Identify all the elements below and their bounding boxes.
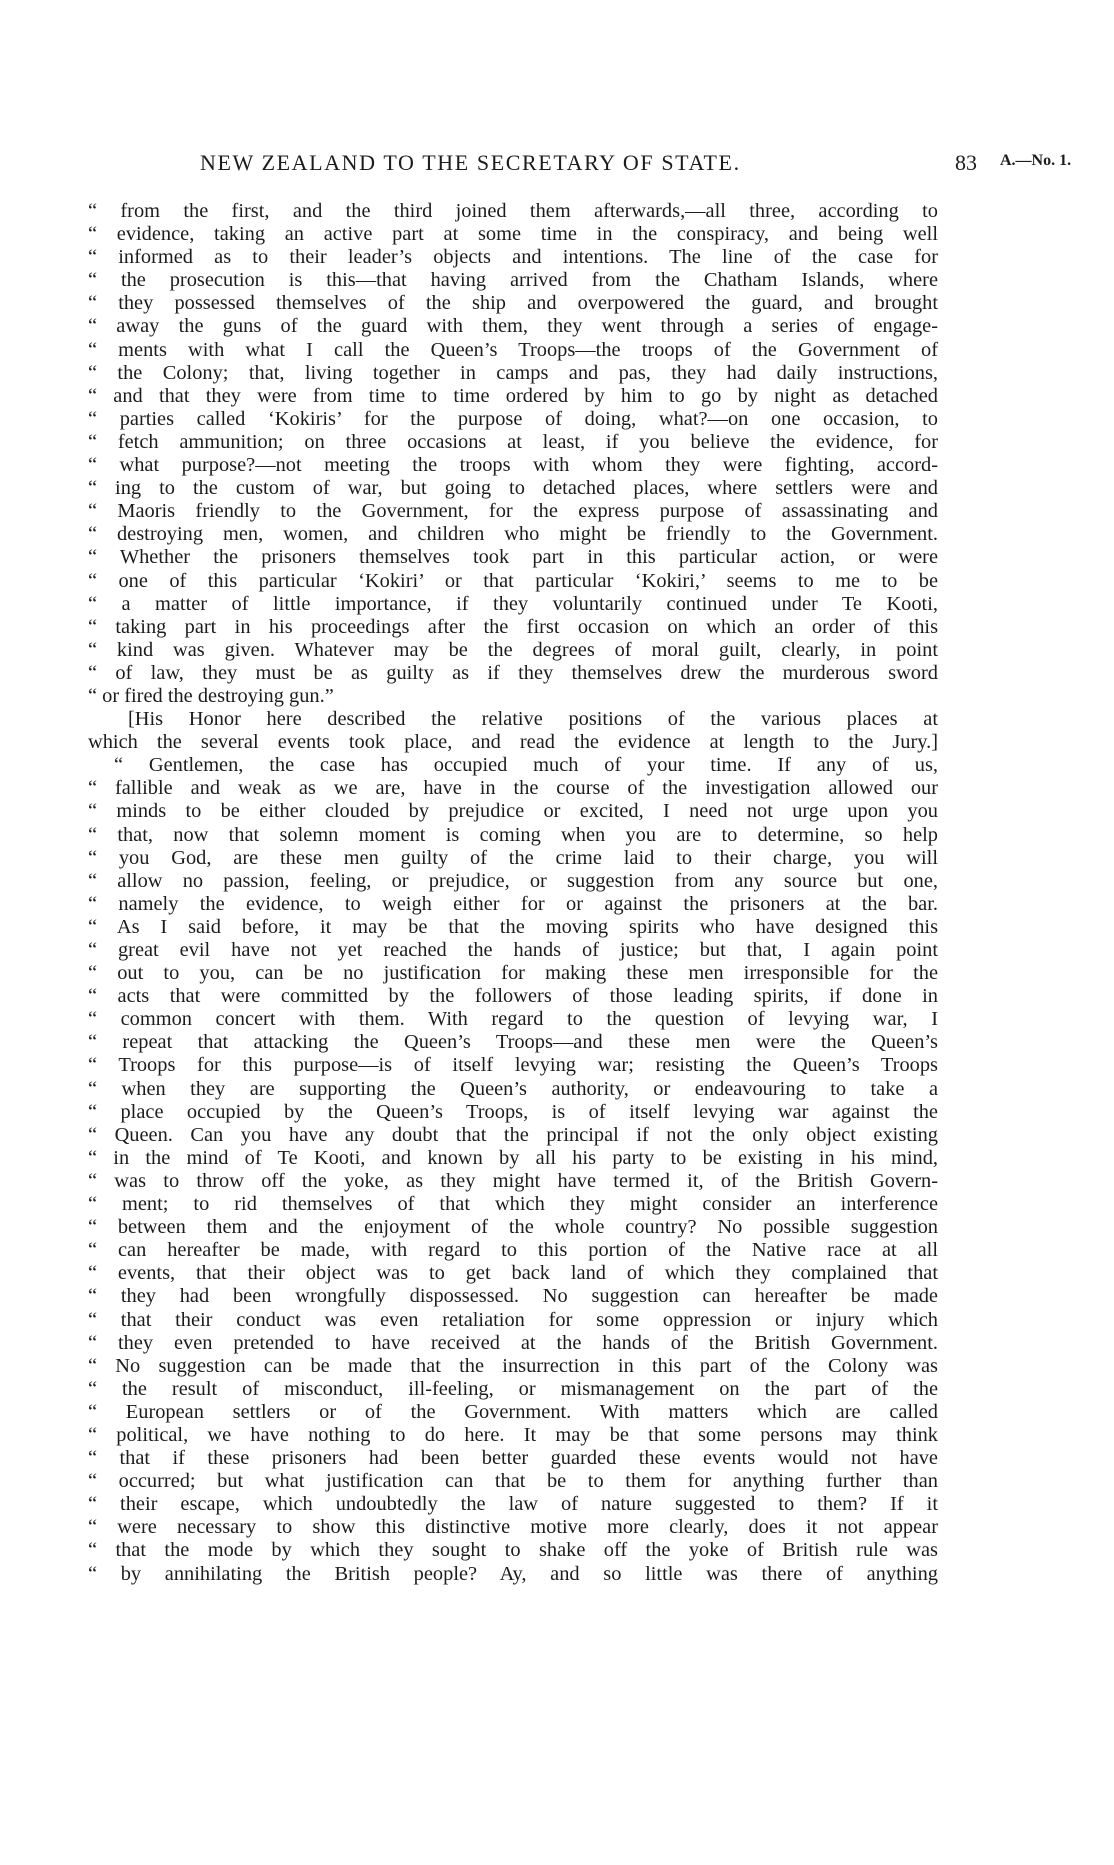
text-line: “ of law, they must be as guilty as if they themselves drew the murderous sword — [88, 661, 938, 684]
text-line: “ Queen. Can you have any doubt that the principal if not the only object existing — [88, 1123, 938, 1146]
text-line: “ No suggestion can be made that the insurrection in this part of the Colony was — [88, 1354, 938, 1377]
text-line: “ that their conduct was even retaliation for some oppression or injury which — [88, 1308, 938, 1331]
text-line: “ that if these prisoners had been better guarded these events would not have — [88, 1447, 938, 1470]
text-line: “ Troops for this purpose—is of itself levying war; resisting the Queen’s Troops — [88, 1054, 938, 1077]
body-text — [88, 200, 938, 1586]
text-line: “ acts that were committed by the followers of those leading spirits, if done in — [88, 985, 938, 1008]
text-line: “ ment; to rid themselves of that which they might consider an interference — [88, 1193, 938, 1216]
text-line: “ they had been wrongfully dispossessed. No suggestion can hereafter be made — [88, 1285, 938, 1308]
text-line: “ great evil have not yet reached the hands of justice; but that, I again point — [88, 939, 938, 961]
text-line: “ evidence, taking an active part at some time in the conspiracy, and being well — [88, 223, 938, 246]
text-line: “ one of this particular ‘Kokiri’ or that particular ‘Kokiri,’ seems to me to be — [88, 569, 938, 592]
document-reference: A.—No. 1. — [1000, 152, 1072, 169]
text-line: “ informed as to their leader’s objects and intentions. The line of the case for — [88, 246, 938, 269]
text-line: “ the result of misconduct, ill-feeling, or mismanagement on the part of the — [88, 1377, 938, 1400]
text-line: “ in the mind of Te Kooti, and known by all his party to be existing in his mind, — [88, 1146, 938, 1169]
text-line: “ namely the evidence, to weigh either for or against the prisoners at the bar. — [88, 892, 938, 915]
running-title: NEW ZEALAND TO THE SECRETARY OF STATE. — [200, 150, 741, 175]
text-line: “ events, that their object was to get back land of which they complained that — [88, 1262, 938, 1285]
text-line: “ they possessed themselves of the ship and overpowered the guard, and brought — [88, 292, 938, 315]
text-line: “ European settlers or of the Government. With matters which are called — [88, 1400, 938, 1423]
page-number: 83 — [955, 150, 977, 175]
text-line: “ by annihilating the British people? Ay, and so little was there of anything — [88, 1562, 938, 1585]
text-line: “ ing to the custom of war, but going to detached places, where settlers were and — [88, 477, 938, 500]
text-line: “ what purpose?—not meeting the troops with whom they were fighting, accord- — [88, 454, 938, 477]
text-line: “ kind was given. Whatever may be the degrees of moral guilt, clearly, in point — [88, 638, 938, 661]
text-line: “ from the first, and the third joined them afterwards,—all three, according to — [88, 200, 938, 222]
text-line: “ was to throw off the yoke, as they might have termed it, of the British Govern- — [88, 1169, 938, 1192]
text-line: “ political, we have nothing to do here. It may be that some persons may think — [88, 1423, 938, 1446]
text-line: “ out to you, can be no justification for making these men irresponsible for the — [88, 962, 938, 985]
text-line: “ between them and the enjoyment of the whole country? No possible suggestion — [88, 1216, 938, 1239]
text-line: “ Whether the prisoners themselves took part in this particular action, or were — [88, 546, 938, 569]
text-line: “ their escape, which undoubtedly the law of nature suggested to them? If it — [88, 1493, 938, 1516]
text-line: “ repeat that attacking the Queen’s Troops—and these men were the Queen’s — [88, 1031, 938, 1054]
text-line: “ occurred; but what justification can that be to them for anything further than — [88, 1470, 938, 1493]
text-line: “ common concert with them. With regard to the question of levying war, I — [88, 1008, 938, 1031]
text-line: “ Gentlemen, the case has occupied much of your time. If any of us, — [114, 754, 938, 777]
text-line: which the several events took place, and read the evidence at length to the Jury.] — [88, 731, 938, 754]
text-line: “ taking part in his proceedings after the first occasion on which an order of this — [88, 615, 938, 638]
text-line: “ they even pretended to have received at the hands of the British Government. — [88, 1331, 938, 1354]
text-line: “ you God, are these men guilty of the crime laid to their charge, you will — [88, 846, 938, 869]
text-line: “ and that they were from time to time ordered by him to go by night as detached — [88, 384, 938, 407]
text-line: “ place occupied by the Queen’s Troops, is of itself levying war against the — [88, 1100, 938, 1123]
text-line: [His Honor here described the relative positions of the various places at — [128, 708, 938, 731]
text-line: “ that the mode by which they sought to shake off the yoke of British rule was — [88, 1539, 938, 1562]
text-line: “ away the guns of the guard with them, they went through a series of engage- — [88, 315, 938, 338]
text-line: “ ments with what I call the Queen’s Troops—the troops of the Government of — [88, 338, 938, 361]
text-line: “ minds to be either clouded by prejudice or excited, I need not urge upon you — [88, 800, 938, 823]
text-line: “ destroying men, women, and children who might be friendly to the Government. — [88, 523, 938, 546]
text-line: “ the Colony; that, living together in camps and pas, they had daily instructions, — [88, 361, 938, 384]
text-line: “ allow no passion, feeling, or prejudice, or suggestion from any source but one, — [88, 869, 938, 892]
text-line: “ can hereafter be made, with regard to this portion of the Native race at all — [88, 1239, 938, 1262]
text-line: “ or fired the destroying gun.” — [88, 684, 334, 707]
text-line: “ As I said before, it may be that the moving spirits who have designed this — [88, 915, 938, 938]
text-line: “ a matter of little importance, if they voluntarily continued under Te Kooti, — [88, 592, 938, 615]
text-line: “ that, now that solemn moment is coming when you are to determine, so help — [88, 823, 938, 846]
text-line: “ were necessary to show this distinctive motive more clearly, does it not appear — [88, 1516, 938, 1539]
text-line: “ the prosecution is this—that having arrived from the Chatham Islands, where — [88, 269, 938, 292]
text-line: “ when they are supporting the Queen’s authority, or endeavouring to take a — [88, 1077, 938, 1100]
text-line: “ fetch ammunition; on three occasions at least, if you believe the evidence, for — [88, 430, 938, 453]
text-line: “ fallible and weak as we are, have in the course of the investigation allowed our — [88, 777, 938, 800]
text-line: “ Maoris friendly to the Government, for the express purpose of assassinating and — [88, 500, 938, 523]
page-header — [0, 150, 1114, 180]
text-line: “ parties called ‘Kokiris’ for the purpose of doing, what?—on one occasion, to — [88, 407, 938, 430]
